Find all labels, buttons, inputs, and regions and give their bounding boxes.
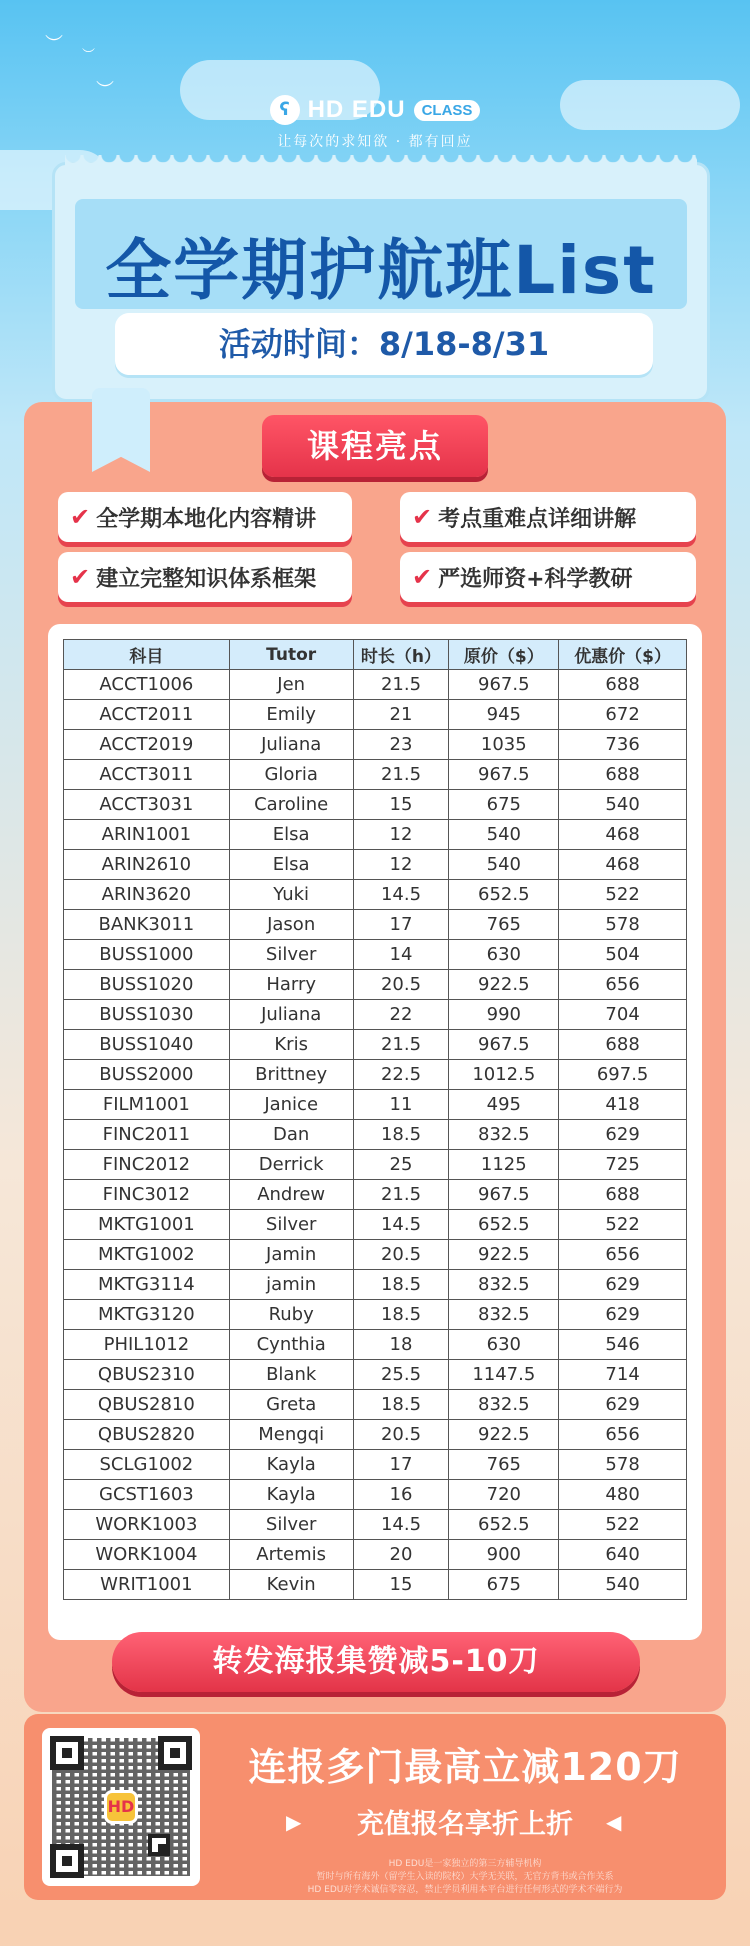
cell-original-price: 922.5 — [449, 1420, 559, 1450]
table-row — [64, 760, 687, 790]
cell-original-price: 630 — [449, 1330, 559, 1360]
cell-hours: 15 — [353, 1570, 449, 1600]
cell-tutor: Elsa — [229, 850, 353, 880]
cell-subject: MKTG3114 — [64, 1270, 230, 1300]
cell-subject: MKTG3120 — [64, 1300, 230, 1330]
cell-discount-price: 468 — [559, 850, 687, 880]
feature-label: 建立完整知识体系框架 — [96, 566, 317, 592]
cell-tutor: Jason — [229, 910, 353, 940]
cell-discount-price: 688 — [559, 760, 687, 790]
cell-subject: WRIT1001 — [64, 1570, 230, 1600]
cell-original-price: 1035 — [449, 730, 559, 760]
cell-subject: QBUS2310 — [64, 1360, 230, 1390]
table-row — [64, 790, 687, 820]
cell-hours: 20 — [353, 1540, 449, 1570]
feature-item — [58, 552, 352, 602]
table-row — [64, 1330, 687, 1360]
cell-discount-price: 725 — [559, 1150, 687, 1180]
cell-original-price: 495 — [449, 1090, 559, 1120]
cell-subject: ACCT1006 — [64, 670, 230, 700]
cell-discount-price: 736 — [559, 730, 687, 760]
footer-banner — [24, 1714, 726, 1900]
cell-tutor: Silver — [229, 940, 353, 970]
cell-tutor: Ruby — [229, 1300, 353, 1330]
cell-tutor: Elsa — [229, 820, 353, 850]
table-row — [64, 1150, 687, 1180]
cell-original-price: 765 — [449, 910, 559, 940]
cell-original-price: 675 — [449, 790, 559, 820]
cell-original-price: 990 — [449, 1000, 559, 1030]
column-header-tutor: Tutor — [229, 640, 353, 670]
feature-item — [400, 552, 696, 602]
cell-tutor: Juliana — [229, 1000, 353, 1030]
qr-code[interactable] — [42, 1728, 200, 1886]
qr-finder — [158, 1736, 192, 1770]
footer-headline: 连报多门最高立减120刀 — [248, 1745, 682, 1789]
cell-discount-price: 656 — [559, 1240, 687, 1270]
cell-original-price: 967.5 — [449, 760, 559, 790]
cell-hours: 17 — [353, 910, 449, 940]
qr-finder — [148, 1834, 170, 1856]
cell-subject: ARIN2610 — [64, 850, 230, 880]
cell-hours: 20.5 — [353, 1420, 449, 1450]
table-row — [64, 1270, 687, 1300]
brand-header — [0, 95, 750, 151]
cell-tutor: Kris — [229, 1030, 353, 1060]
cell-hours: 22.5 — [353, 1060, 449, 1090]
cell-subject: MKTG1002 — [64, 1240, 230, 1270]
cell-subject: BUSS1040 — [64, 1030, 230, 1060]
cell-original-price: 1012.5 — [449, 1060, 559, 1090]
cell-subject: QBUS2810 — [64, 1390, 230, 1420]
cell-tutor: Kayla — [229, 1450, 353, 1480]
fine-print: 暂时与所有海外（留学生入读的院校）大学无关联，无官方背书或合作关系 — [316, 1872, 614, 1882]
fine-print: HD EDU是一家独立的第三方辅导机构 — [388, 1859, 542, 1869]
check-icon: ✔ — [70, 503, 91, 531]
cell-discount-price: 578 — [559, 910, 687, 940]
cell-subject: BUSS1020 — [64, 970, 230, 1000]
cell-tutor: jamin — [229, 1270, 353, 1300]
brand-badge: CLASS — [414, 100, 481, 121]
qr-finder — [50, 1844, 84, 1878]
cell-original-price: 1125 — [449, 1150, 559, 1180]
cell-tutor: Yuki — [229, 880, 353, 910]
cell-hours: 22 — [353, 1000, 449, 1030]
cell-hours: 14.5 — [353, 880, 449, 910]
cell-subject: FINC2012 — [64, 1150, 230, 1180]
cell-discount-price: 688 — [559, 1180, 687, 1210]
cell-subject: ACCT3031 — [64, 790, 230, 820]
bird-icon: ︶ — [82, 48, 96, 63]
column-header-original-price: 原价（$） — [449, 640, 559, 670]
table-row — [64, 1030, 687, 1060]
title-banner — [75, 199, 687, 309]
cell-discount-price: 629 — [559, 1300, 687, 1330]
cell-hours: 21.5 — [353, 1180, 449, 1210]
feature-label: 严选师资+科学教研 — [438, 566, 633, 592]
cell-original-price: 540 — [449, 820, 559, 850]
cell-subject: FILM1001 — [64, 1090, 230, 1120]
cell-subject: PHIL1012 — [64, 1330, 230, 1360]
cell-discount-price: 672 — [559, 700, 687, 730]
cell-tutor: Caroline — [229, 790, 353, 820]
page-title: 全学期护航班List — [105, 232, 657, 309]
cell-tutor: Jamin — [229, 1240, 353, 1270]
table-row — [64, 1360, 687, 1390]
cell-hours: 21.5 — [353, 760, 449, 790]
cell-subject: GCST1603 — [64, 1480, 230, 1510]
feature-item — [400, 492, 696, 542]
cell-tutor: Mengqi — [229, 1420, 353, 1450]
cell-hours: 18.5 — [353, 1270, 449, 1300]
cell-original-price: 765 — [449, 1450, 559, 1480]
table-row — [64, 1450, 687, 1480]
cell-hours: 12 — [353, 850, 449, 880]
table-row — [64, 880, 687, 910]
arrow-left-icon: ◀ — [606, 1810, 622, 1834]
cell-hours: 14.5 — [353, 1510, 449, 1540]
course-table-card — [48, 624, 702, 1640]
cell-hours: 15 — [353, 790, 449, 820]
check-icon: ✔ — [412, 503, 433, 531]
column-header-discount-price: 优惠价（$） — [559, 640, 687, 670]
column-header-hours: 时长（h） — [353, 640, 449, 670]
cell-discount-price: 697.5 — [559, 1060, 687, 1090]
cell-tutor: Janice — [229, 1090, 353, 1120]
cell-subject: SCLG1002 — [64, 1450, 230, 1480]
cell-discount-price: 656 — [559, 970, 687, 1000]
cell-discount-price: 656 — [559, 1420, 687, 1450]
cell-hours: 21.5 — [353, 670, 449, 700]
cell-hours: 17 — [353, 1450, 449, 1480]
table-row — [64, 910, 687, 940]
cell-original-price: 540 — [449, 850, 559, 880]
column-header-subject: 科目 — [64, 640, 230, 670]
cell-original-price: 675 — [449, 1570, 559, 1600]
bird-icon: ︶ — [45, 34, 63, 55]
cell-original-price: 967.5 — [449, 1180, 559, 1210]
cell-tutor: Kayla — [229, 1480, 353, 1510]
cell-discount-price: 480 — [559, 1480, 687, 1510]
cell-subject: WORK1003 — [64, 1510, 230, 1540]
cell-subject: QBUS2820 — [64, 1420, 230, 1450]
cell-tutor: Andrew — [229, 1180, 353, 1210]
share-poster-button[interactable]: 转发海报集赞减5-10刀 — [112, 1632, 640, 1692]
cell-subject: ACCT2011 — [64, 700, 230, 730]
table-row — [64, 1540, 687, 1570]
cell-original-price: 967.5 — [449, 670, 559, 700]
bird-icon: ︶ — [96, 80, 114, 101]
brand-name: HD EDU — [307, 96, 406, 123]
cell-hours: 18.5 — [353, 1300, 449, 1330]
cell-discount-price: 578 — [559, 1450, 687, 1480]
cell-hours: 25 — [353, 1150, 449, 1180]
cell-original-price: 967.5 — [449, 1030, 559, 1060]
cell-original-price: 630 — [449, 940, 559, 970]
cell-hours: 14.5 — [353, 1210, 449, 1240]
cell-original-price: 832.5 — [449, 1390, 559, 1420]
highlights-title: 课程亮点 — [262, 415, 488, 477]
cell-tutor: Gloria — [229, 760, 353, 790]
cell-discount-price: 522 — [559, 880, 687, 910]
cell-tutor: Harry — [229, 970, 353, 1000]
brand-slogan: 让每次的求知欲 · 都有回应 — [277, 134, 473, 150]
table-row — [64, 1000, 687, 1030]
cell-subject: ARIN3620 — [64, 880, 230, 910]
cell-tutor: Greta — [229, 1390, 353, 1420]
table-row — [64, 670, 687, 700]
table-row — [64, 1090, 687, 1120]
arrow-right-icon: ▶ — [286, 1810, 302, 1834]
check-icon: ✔ — [412, 563, 433, 591]
cell-hours: 21 — [353, 700, 449, 730]
cell-discount-price: 504 — [559, 940, 687, 970]
table-row — [64, 1420, 687, 1450]
cell-discount-price: 629 — [559, 1270, 687, 1300]
table-row — [64, 820, 687, 850]
cell-hours: 14 — [353, 940, 449, 970]
cell-hours: 11 — [353, 1090, 449, 1120]
cell-tutor: Emily — [229, 700, 353, 730]
cell-subject: ACCT2019 — [64, 730, 230, 760]
cell-original-price: 922.5 — [449, 970, 559, 1000]
table-row — [64, 1210, 687, 1240]
table-row — [64, 1240, 687, 1270]
table-row — [64, 1120, 687, 1150]
cell-discount-price: 704 — [559, 1000, 687, 1030]
table-row — [64, 1570, 687, 1600]
footer-subline: 充值报名享折上折 — [357, 1809, 573, 1840]
cell-subject: FINC2011 — [64, 1120, 230, 1150]
cell-subject: BUSS2000 — [64, 1060, 230, 1090]
feature-label: 考点重难点详细讲解 — [438, 506, 637, 532]
cell-original-price: 832.5 — [449, 1300, 559, 1330]
table-row — [64, 940, 687, 970]
cell-subject: BUSS1030 — [64, 1000, 230, 1030]
cell-hours: 18 — [353, 1330, 449, 1360]
cell-discount-price: 468 — [559, 820, 687, 850]
cell-subject: ARIN1001 — [64, 820, 230, 850]
cell-original-price: 945 — [449, 700, 559, 730]
bottom-band — [0, 1900, 750, 1946]
cell-tutor: Juliana — [229, 730, 353, 760]
cell-discount-price: 522 — [559, 1210, 687, 1240]
table-row — [64, 850, 687, 880]
cell-hours: 20.5 — [353, 1240, 449, 1270]
cell-discount-price: 522 — [559, 1510, 687, 1540]
cell-tutor: Brittney — [229, 1060, 353, 1090]
fine-print: HD EDU对学术诚信零容忍，禁止学员利用本平台进行任何形式的学术不端行为 — [307, 1885, 623, 1895]
qr-finder — [50, 1736, 84, 1770]
cell-tutor: Silver — [229, 1510, 353, 1540]
cell-hours: 21.5 — [353, 1030, 449, 1060]
cell-hours: 16 — [353, 1480, 449, 1510]
feature-item — [58, 492, 352, 542]
bear-logo-icon: ʕ — [270, 95, 300, 125]
cell-hours: 23 — [353, 730, 449, 760]
cell-tutor: Jen — [229, 670, 353, 700]
table-row — [64, 1300, 687, 1330]
table-row — [64, 1390, 687, 1420]
cell-original-price: 652.5 — [449, 1510, 559, 1540]
title-card — [52, 162, 710, 402]
course-table — [63, 639, 687, 1600]
cell-discount-price: 629 — [559, 1120, 687, 1150]
cell-tutor: Silver — [229, 1210, 353, 1240]
cell-hours: 20.5 — [353, 970, 449, 1000]
event-date: 活动时间：8/18-8/31 — [115, 313, 653, 375]
cell-original-price: 922.5 — [449, 1240, 559, 1270]
cell-subject: BUSS1000 — [64, 940, 230, 970]
table-header-row — [64, 640, 687, 670]
cell-subject: WORK1004 — [64, 1540, 230, 1570]
table-row — [64, 1480, 687, 1510]
cell-hours: 25.5 — [353, 1360, 449, 1390]
cell-original-price: 900 — [449, 1540, 559, 1570]
cell-subject: FINC3012 — [64, 1180, 230, 1210]
cell-hours: 18.5 — [353, 1390, 449, 1420]
cell-tutor: Blank — [229, 1360, 353, 1390]
cell-subject: BANK3011 — [64, 910, 230, 940]
table-row — [64, 730, 687, 760]
cell-hours: 12 — [353, 820, 449, 850]
cell-original-price: 832.5 — [449, 1270, 559, 1300]
cell-discount-price: 418 — [559, 1090, 687, 1120]
cell-hours: 18.5 — [353, 1120, 449, 1150]
cell-tutor: Dan — [229, 1120, 353, 1150]
cell-tutor: Cynthia — [229, 1330, 353, 1360]
check-icon: ✔ — [70, 563, 91, 591]
cell-tutor: Kevin — [229, 1570, 353, 1600]
table-row — [64, 1060, 687, 1090]
cell-discount-price: 640 — [559, 1540, 687, 1570]
cell-original-price: 832.5 — [449, 1120, 559, 1150]
cell-discount-price: 714 — [559, 1360, 687, 1390]
table-row — [64, 700, 687, 730]
cell-discount-price: 540 — [559, 1570, 687, 1600]
cell-discount-price: 688 — [559, 670, 687, 700]
cell-subject: ACCT3011 — [64, 760, 230, 790]
cell-original-price: 1147.5 — [449, 1360, 559, 1390]
cell-tutor: Artemis — [229, 1540, 353, 1570]
cell-original-price: 652.5 — [449, 880, 559, 910]
cell-discount-price: 546 — [559, 1330, 687, 1360]
feature-label: 全学期本地化内容精讲 — [96, 506, 317, 532]
table-row — [64, 1180, 687, 1210]
qr-center-logo: HD — [104, 1790, 138, 1824]
cell-tutor: Derrick — [229, 1150, 353, 1180]
table-row — [64, 970, 687, 1000]
cell-original-price: 652.5 — [449, 1210, 559, 1240]
cell-discount-price: 629 — [559, 1390, 687, 1420]
table-row — [64, 1510, 687, 1540]
cell-original-price: 720 — [449, 1480, 559, 1510]
cell-discount-price: 540 — [559, 790, 687, 820]
cell-discount-price: 688 — [559, 1030, 687, 1060]
cell-subject: MKTG1001 — [64, 1210, 230, 1240]
